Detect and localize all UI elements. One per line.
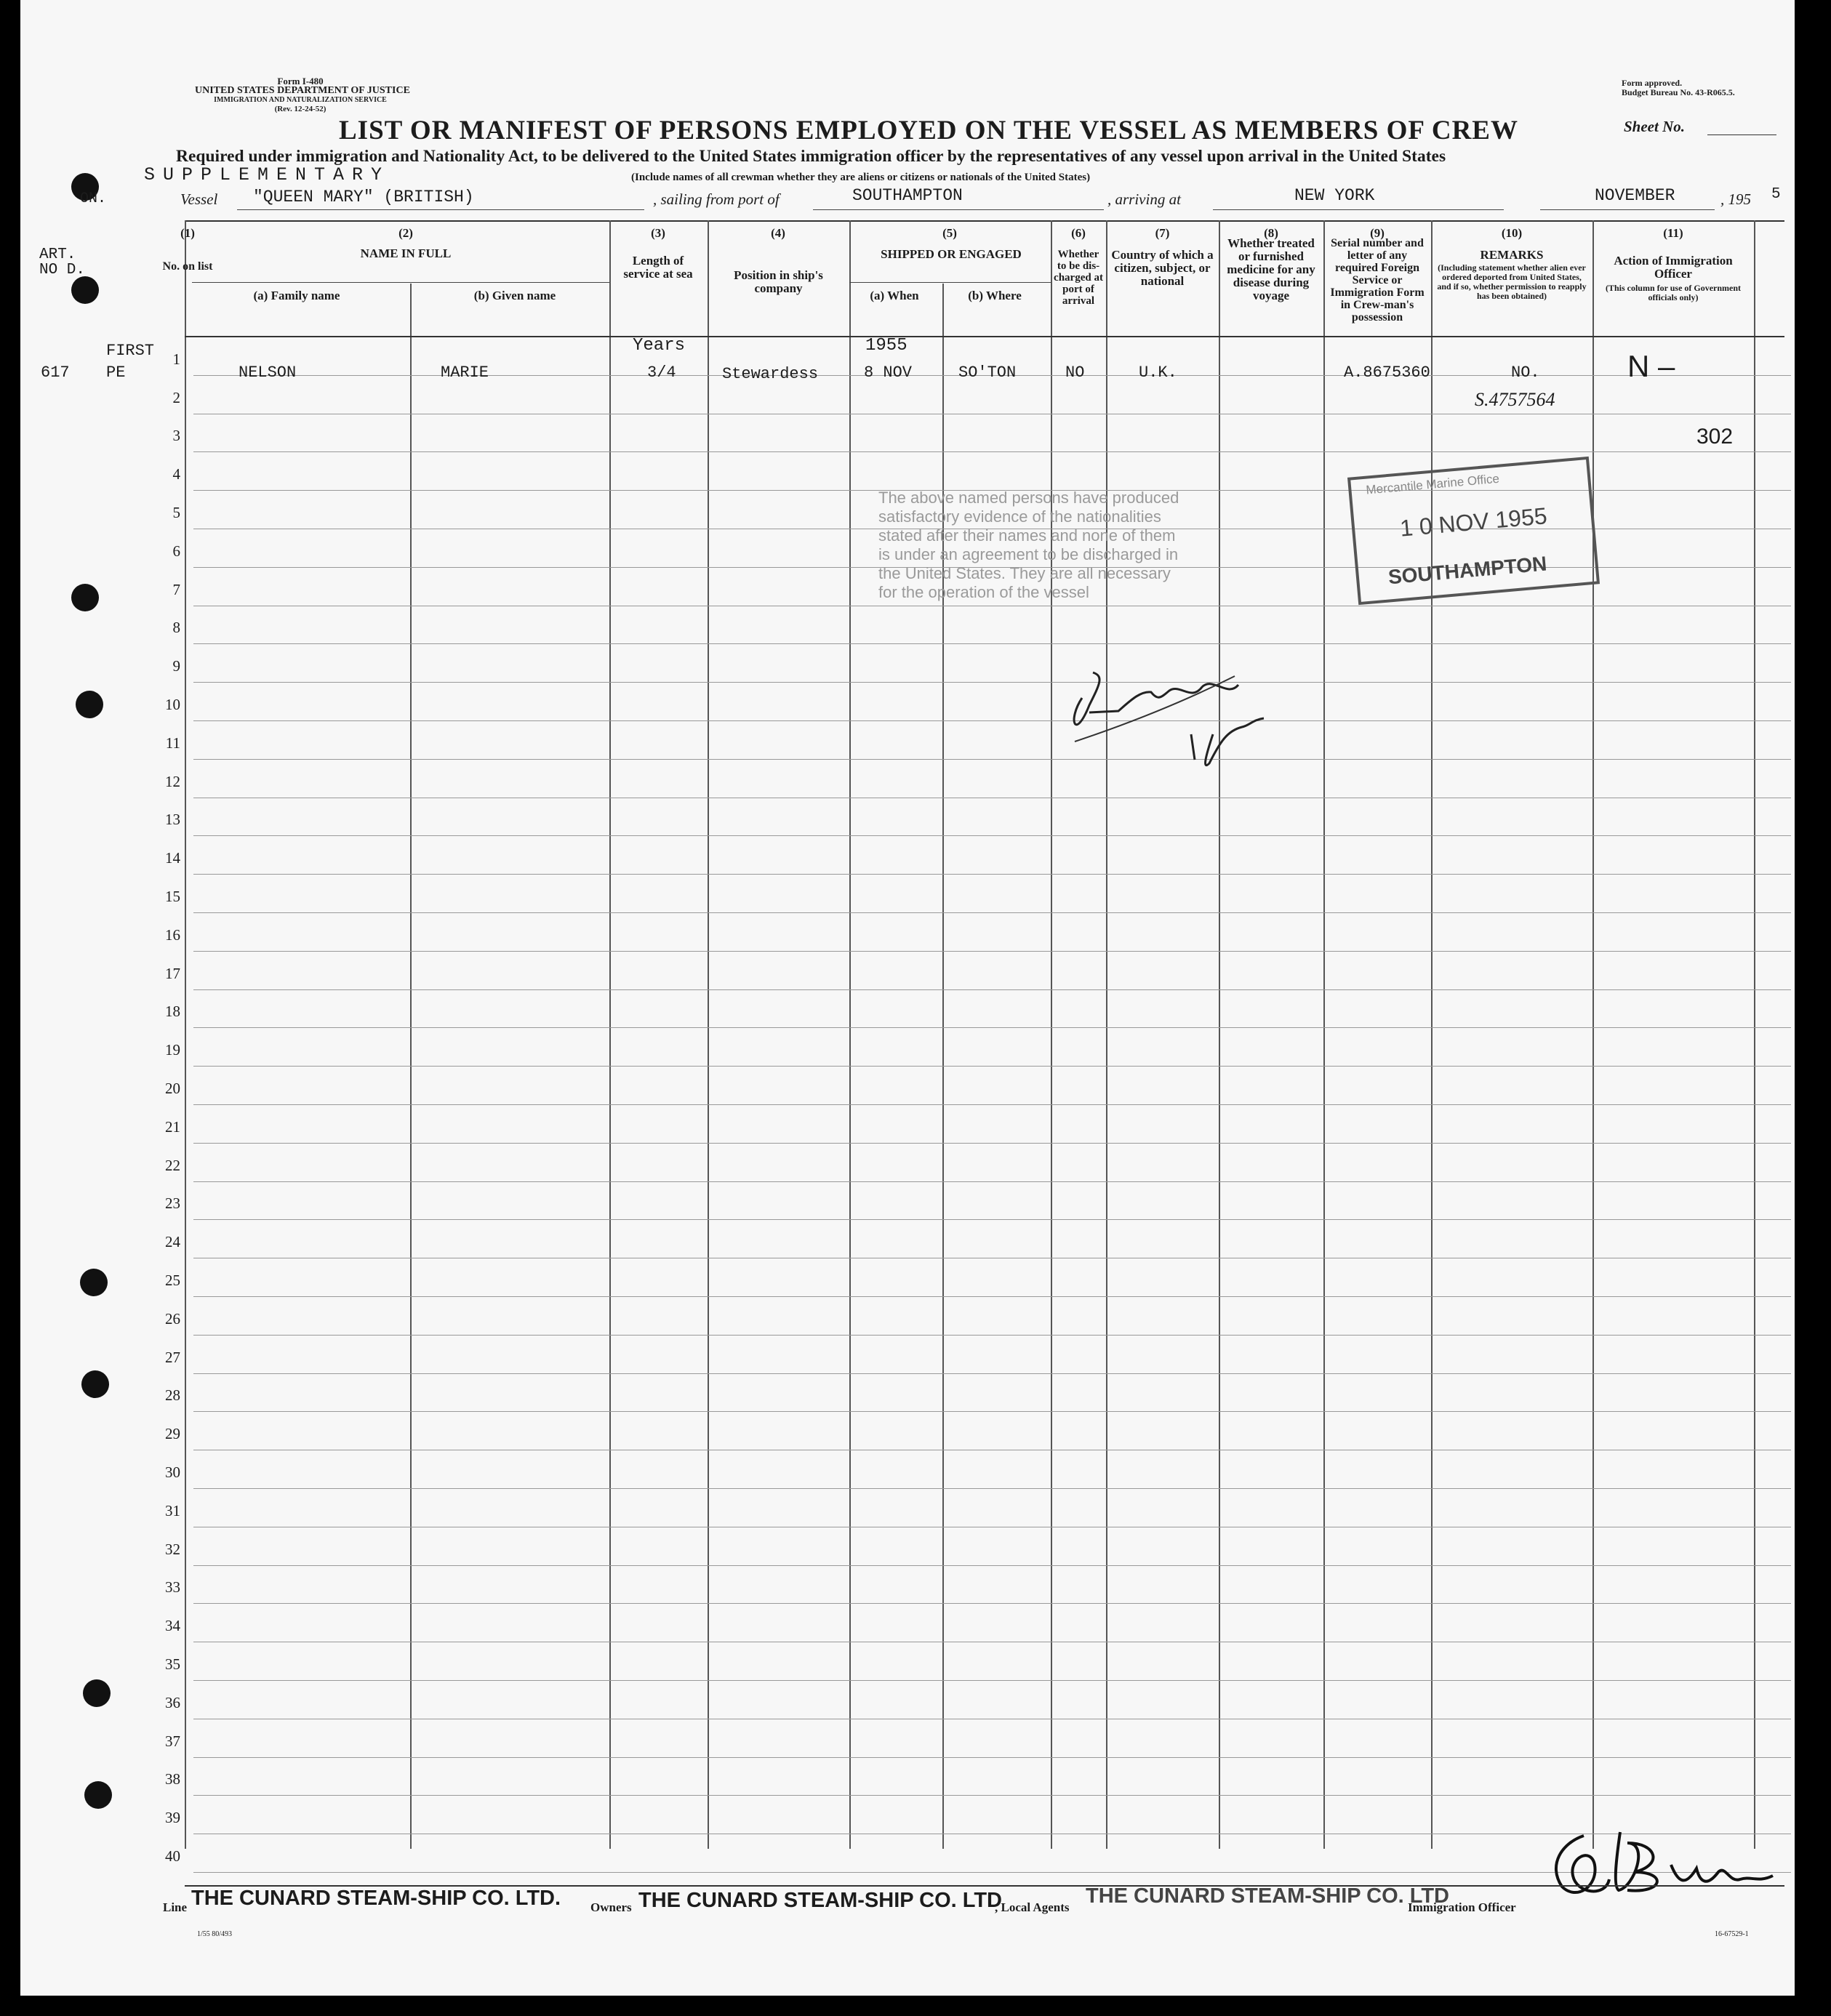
col11-num: (11): [1663, 226, 1683, 240]
table-row: [193, 759, 1791, 760]
col-divider: [1323, 220, 1325, 1849]
col5a-header: (a) When: [870, 289, 919, 302]
stamp-top: Mercantile Marine Office: [1365, 471, 1500, 497]
row-number: 30: [165, 1463, 180, 1481]
row-number: 15: [165, 888, 180, 905]
col-divider: [1051, 220, 1052, 1849]
arriving-label: , arriving at: [1107, 190, 1181, 208]
col9-num: (9): [1370, 226, 1385, 240]
row-number: 10: [165, 696, 180, 713]
col-divider: [708, 220, 709, 1849]
row-number: 38: [165, 1770, 180, 1788]
row-number: 24: [165, 1233, 180, 1251]
form-subtitle: Required under immigration and Nationality Act, to be delivered to the United States immigration officer by the representatives of any vessel upon arrival in the United States: [176, 147, 1446, 166]
statement-line: stated after their names and none of them: [878, 526, 1176, 545]
arriving-underline: [1213, 209, 1504, 210]
row-number: 11: [165, 734, 180, 752]
number-302: 302: [1696, 425, 1734, 449]
col5-header: SHIPPED OR ENGAGED: [881, 247, 1022, 261]
line-value: THE CUNARD STEAM-SHIP CO. LTD.: [191, 1887, 561, 1910]
table-row: [193, 451, 1791, 452]
given-name: MARIE: [441, 364, 489, 382]
table-row: [193, 1603, 1791, 1604]
row-number: 18: [165, 1003, 180, 1021]
col-divider: [609, 220, 611, 1849]
sheet-no-line: [1707, 134, 1776, 135]
sailing-label: , sailing from port of: [653, 190, 780, 208]
year-label: 1955: [865, 336, 908, 356]
department: UNITED STATES DEPARTMENT OF JUSTICE: [195, 85, 410, 96]
row-number: 35: [165, 1655, 180, 1673]
row-number: 23: [165, 1194, 180, 1213]
service-length: 3/4: [647, 364, 676, 382]
form-approved: Form approved.: [1622, 78, 1683, 88]
col5b-header: (b) Where: [968, 289, 1022, 302]
row-number: 1: [172, 350, 180, 368]
col9-header: Serial number and letter of any required Foreign Service or Immigration Form in Crew-man's possession: [1330, 237, 1425, 324]
arriving-port: NEW YORK: [1294, 186, 1375, 205]
sailing-port: SOUTHAMPTON: [852, 186, 963, 205]
col-divider: [849, 220, 851, 1849]
nationality-statement: [878, 489, 1179, 602]
table-row: [193, 1757, 1791, 1758]
engaged-when: 8 NOV: [864, 364, 913, 382]
stamp-place: SOUTHAMPTON: [1387, 552, 1548, 589]
office-stamp: [1347, 457, 1600, 605]
table-row: [193, 1143, 1791, 1144]
line-label: Line: [163, 1900, 188, 1914]
row-number: 7: [172, 580, 180, 598]
table-row: [193, 1335, 1791, 1336]
row-number: 21: [165, 1117, 180, 1136]
table-row: [193, 1104, 1791, 1105]
row-number: 12: [165, 772, 180, 790]
punch-hole: [81, 1370, 109, 1398]
statement-line: for the operation of the vessel: [878, 583, 1089, 601]
punch-hole: [76, 691, 103, 718]
engaged-subheader-line: [849, 282, 1051, 283]
table-row: [193, 1488, 1791, 1489]
row-number: 3: [172, 427, 180, 445]
row-number: 14: [165, 849, 180, 867]
col3-header: Length of service at sea: [623, 254, 693, 281]
manifest-page: [20, 0, 1795, 1996]
col6-header: Whether to be dis-charged at port of arrival: [1054, 249, 1103, 307]
agents-value: THE CUNARD STEAM-SHIP CO. LTD: [1086, 1884, 1449, 1908]
col7-header: Country of which a citizen, subject, or national: [1111, 248, 1214, 288]
punch-hole: [83, 1679, 111, 1707]
officer-signature: [1540, 1814, 1795, 1908]
row-number: 9: [172, 657, 180, 675]
col-divider: [185, 220, 186, 1849]
row-number: 34: [165, 1617, 180, 1635]
row-number: 19: [165, 1041, 180, 1059]
include-note: (Include names of all crewman whether they are aliens or citizens or nationals of the United States): [631, 172, 1091, 183]
table-row: [193, 682, 1791, 683]
row-number: 39: [165, 1809, 180, 1827]
vessel-name: "QUEEN MARY" (BRITISH): [253, 188, 474, 206]
art-no-mark: ART. NO D.: [39, 246, 86, 278]
row-number: 36: [165, 1693, 180, 1711]
col-divider: [1431, 220, 1433, 1849]
pe-mark: PE: [106, 364, 126, 382]
col11-header: Action of Immigration Officer: [1614, 254, 1733, 281]
stamp-date: 1 0 NOV 1955: [1398, 502, 1548, 542]
row-number: 28: [165, 1386, 180, 1405]
table-row: [193, 1565, 1791, 1566]
row-number: 29: [165, 1425, 180, 1443]
engaged-where: SO'TON: [958, 364, 1017, 382]
row-number: 37: [165, 1732, 180, 1750]
table-row: [193, 1066, 1791, 1067]
col-divider: [1219, 220, 1220, 1849]
revision: (Rev. 12-24-52): [274, 105, 326, 113]
form-id-block: [195, 76, 410, 114]
col6-num: (6): [1071, 226, 1086, 240]
row-number: 20: [165, 1080, 180, 1097]
table-row: [193, 1373, 1791, 1374]
row-number: 4: [172, 465, 180, 483]
master-signature: [1060, 632, 1322, 778]
month-underline: [1540, 209, 1715, 210]
statement-line: is under an agreement to be discharged in: [878, 545, 1179, 563]
col10-num: (10): [1501, 226, 1523, 240]
vessel-underline: [237, 209, 644, 210]
punch-hole: [80, 1269, 108, 1296]
table-row: [193, 1411, 1791, 1412]
row-number: 32: [165, 1540, 180, 1558]
year-prefix: , 195: [1720, 190, 1751, 208]
col2a-header: (a) Family name: [253, 289, 340, 302]
port-underline: [813, 209, 1104, 210]
table-row: [193, 912, 1791, 913]
table-row: [193, 874, 1791, 875]
table-row: [193, 835, 1791, 836]
row-number: 2: [172, 388, 180, 406]
officer-label: Immigration Officer: [1408, 1900, 1516, 1914]
table-row: [193, 951, 1791, 952]
row-number: 31: [165, 1501, 180, 1519]
col8-header: Whether treated or furnished medicine for any disease during voyage: [1227, 236, 1315, 302]
remarks-handwritten: S.4757564: [1475, 389, 1555, 410]
col5-num: (5): [942, 226, 957, 240]
col4-num: (4): [771, 226, 785, 240]
form-title: LIST OR MANIFEST OF PERSONS EMPLOYED ON THE VESSEL AS MEMBERS OF CREW: [339, 116, 1518, 145]
col4-header: Position in ship's company: [734, 268, 823, 295]
form-number: Form I-480: [277, 76, 324, 87]
col-divider: [1754, 220, 1755, 1849]
col11-note: (This column for use of Government officials only): [1605, 283, 1742, 302]
print-code-left: 1/55 80/493: [197, 1930, 233, 1938]
col2-num: (2): [398, 226, 413, 240]
col7-num: (7): [1155, 226, 1170, 240]
statement-line: the United States. They are all necessary: [878, 564, 1171, 582]
arrival-month: NOVEMBER: [1595, 186, 1675, 205]
statement-line: The above named persons have produced: [878, 489, 1179, 507]
family-name: NELSON: [239, 364, 297, 382]
owners-value: THE CUNARD STEAM-SHIP CO. LTD: [638, 1889, 1002, 1912]
approval-block: [1622, 79, 1735, 97]
supplementary-mark: SUPPLEMENTARY: [144, 164, 390, 185]
vessel-label: Vessel: [180, 190, 218, 208]
years-label: Years: [633, 336, 686, 356]
row-number: 8: [172, 619, 180, 637]
sheet-no-label: Sheet No.: [1624, 118, 1685, 135]
table-row: [193, 1219, 1791, 1220]
row-number: 27: [165, 1348, 180, 1366]
col1-num: (1): [180, 226, 195, 240]
punch-hole: [71, 276, 99, 304]
row-number: 26: [165, 1309, 180, 1328]
col-divider: [1592, 220, 1594, 1849]
action-mark: N –: [1627, 349, 1675, 383]
table-row: [193, 1027, 1791, 1028]
table-top-border: [185, 220, 1784, 222]
row-number: 17: [165, 964, 180, 982]
row-number: 33: [165, 1578, 180, 1597]
row-number: 13: [165, 811, 180, 829]
row-number: 16: [165, 925, 180, 944]
row-number: 40: [165, 1847, 180, 1865]
year-digit: 5: [1771, 186, 1781, 203]
remarks: NO.: [1511, 364, 1540, 382]
country: U.K.: [1139, 364, 1177, 382]
row-number: 5: [172, 504, 180, 521]
discharged: NO: [1065, 364, 1085, 382]
table-row: [193, 1296, 1791, 1297]
col10-header: REMARKS: [1480, 248, 1544, 262]
table-row: [193, 1680, 1791, 1681]
budget-bureau: Budget Bureau No. 43-R065.5.: [1622, 87, 1735, 97]
punch-hole: [71, 584, 99, 611]
table-row: [193, 989, 1791, 990]
col3-num: (3): [651, 226, 665, 240]
position: Stewardess: [722, 365, 819, 383]
header-bottom-border: [185, 336, 1784, 337]
agents-label: , Local Agents: [995, 1900, 1070, 1914]
col2-header: NAME IN FULL: [360, 246, 452, 260]
print-code-right: 16-67529-1: [1715, 1930, 1749, 1938]
table-row: [193, 720, 1791, 721]
statement-line: satisfactory evidence of the nationalities: [878, 507, 1161, 526]
row-number: 6: [172, 542, 180, 560]
table-row: [193, 1795, 1791, 1796]
first-mark: FIRST: [106, 342, 155, 360]
punch-hole: [84, 1781, 112, 1809]
owners-label: Owners: [590, 1900, 632, 1914]
col1-header: No. on list: [162, 260, 213, 273]
table-row: [193, 1181, 1791, 1182]
col2b-header: (b) Given name: [473, 289, 556, 302]
col10-note: (Including statement whether alien ever ordered deported from United States, and if so, whether permission to reapply has been obtained): [1437, 262, 1587, 301]
name-subheader-line: [192, 282, 609, 283]
ref-617: 617: [41, 364, 70, 382]
service: IMMIGRATION AND NATURALIZATION SERVICE: [214, 96, 387, 104]
table-row: [193, 643, 1791, 644]
col-divider: [1106, 220, 1107, 1849]
on-mark: ON.: [80, 190, 107, 207]
row-number: 25: [165, 1272, 180, 1289]
row-number: 22: [165, 1156, 180, 1174]
col8-num: (8): [1264, 226, 1278, 240]
serial-number: A.8675360: [1344, 364, 1430, 382]
